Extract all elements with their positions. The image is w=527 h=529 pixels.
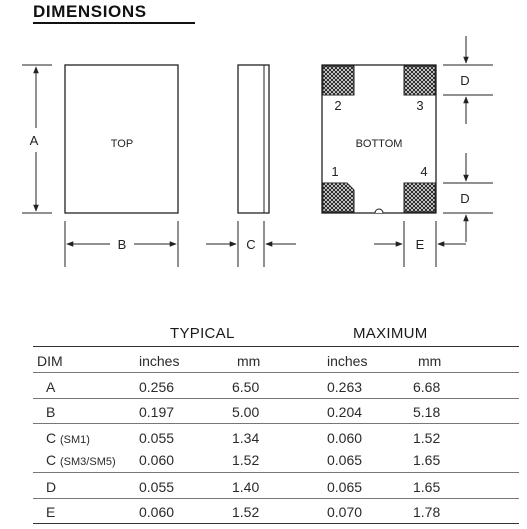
- bottom-label: BOTTOM: [355, 138, 403, 150]
- dim-label-d-top: D: [460, 73, 470, 88]
- row-c-sm1-typical-mm: 1.34: [232, 430, 260, 446]
- row-d-maximum-mm: 1.65: [413, 479, 441, 495]
- dimensions-table: [33, 324, 519, 529]
- row-rule: [33, 423, 519, 424]
- row-b-maximum-inches: 0.204: [327, 404, 363, 420]
- row-c-sm3-maximum-mm: 1.65: [413, 452, 441, 468]
- row-c-sm3-maximum-inches: 0.065: [327, 452, 363, 468]
- row-b-maximum-mm: 5.18: [413, 404, 441, 420]
- side-view: [238, 65, 269, 213]
- dim-label-e: E: [415, 237, 425, 252]
- dim-label-c: C: [246, 237, 256, 252]
- pad-label-4: 4: [420, 164, 428, 179]
- row-d-maximum-inches: 0.065: [327, 479, 363, 495]
- row-c-sm1-dim: C (SM1): [46, 430, 90, 446]
- row-a-maximum-inches: 0.263: [327, 379, 363, 395]
- row-b-typical-inches: 0.197: [139, 404, 175, 420]
- pad-4: [404, 183, 435, 212]
- group-maximum-header: MAXIMUM: [353, 325, 428, 342]
- pad-label-2: 2: [334, 98, 342, 113]
- row-d-typical-mm: 1.40: [232, 479, 260, 495]
- header-rule: [33, 346, 519, 347]
- dimension-a: [22, 65, 52, 213]
- bottom-view: [322, 65, 436, 213]
- row-e-maximum-inches: 0.070: [327, 504, 363, 520]
- dimension-d-bottom: [443, 153, 493, 242]
- row-a-dim: A: [46, 379, 56, 395]
- row-e-typical-mm: 1.52: [232, 504, 260, 520]
- column-header-rule: [33, 372, 519, 373]
- pad-1: [323, 183, 354, 212]
- group-typical-header: TYPICAL: [170, 325, 235, 342]
- row-e-typical-inches: 0.060: [139, 504, 175, 520]
- row-c-sm3-typical-mm: 1.52: [232, 452, 260, 468]
- dimension-c: [206, 221, 296, 267]
- row-rule: [33, 472, 519, 473]
- row-b-typical-mm: 5.00: [232, 404, 260, 420]
- row-c-sm3-variant: (SM3/SM5): [60, 456, 116, 468]
- row-c-sm3-typical-inches: 0.060: [139, 452, 175, 468]
- row-b-dim: B: [46, 404, 56, 420]
- row-c-sm1-maximum-inches: 0.060: [327, 430, 363, 446]
- row-c-sm3-dim: C (SM3/SM5): [46, 452, 116, 468]
- row-d-dim: D: [46, 479, 57, 495]
- section-title: DIMENSIONS: [33, 2, 147, 21]
- dim-label-b: B: [117, 237, 127, 252]
- pad-label-3: 3: [416, 98, 424, 113]
- dimension-e: [374, 221, 466, 267]
- column-header-maximum-inches: inches: [327, 353, 368, 369]
- column-header-maximum-mm: mm: [418, 353, 442, 369]
- row-c-sm1-maximum-mm: 1.52: [413, 430, 441, 446]
- row-c-sm1-variant: (SM1): [60, 434, 90, 446]
- row-rule: [33, 398, 519, 399]
- pad-2: [323, 66, 354, 95]
- row-a-maximum-mm: 6.68: [413, 379, 441, 395]
- pad-3: [404, 66, 435, 95]
- row-e-dim: E: [46, 504, 56, 520]
- top-view: [65, 65, 178, 213]
- dim-label-d-bottom: D: [460, 191, 470, 206]
- row-a-typical-mm: 6.50: [232, 379, 260, 395]
- table-bottom-rule: [33, 523, 519, 524]
- column-header-typical-inches: inches: [139, 353, 180, 369]
- row-c-sm1-typical-inches: 0.055: [139, 430, 175, 446]
- row-d-typical-inches: 0.055: [139, 479, 175, 495]
- dimension-d-top: [443, 36, 493, 124]
- column-header-typical-mm: mm: [237, 353, 261, 369]
- row-rule: [33, 498, 519, 499]
- row-a-typical-inches: 0.256: [139, 379, 175, 395]
- row-e-maximum-mm: 1.78: [413, 504, 441, 520]
- column-header-dim: DIM: [37, 353, 63, 369]
- top-label: TOP: [110, 138, 134, 150]
- dim-label-a: A: [29, 133, 39, 148]
- pin1-notch: [375, 209, 383, 213]
- dimension-b: [65, 221, 178, 267]
- pad-label-1: 1: [331, 164, 339, 179]
